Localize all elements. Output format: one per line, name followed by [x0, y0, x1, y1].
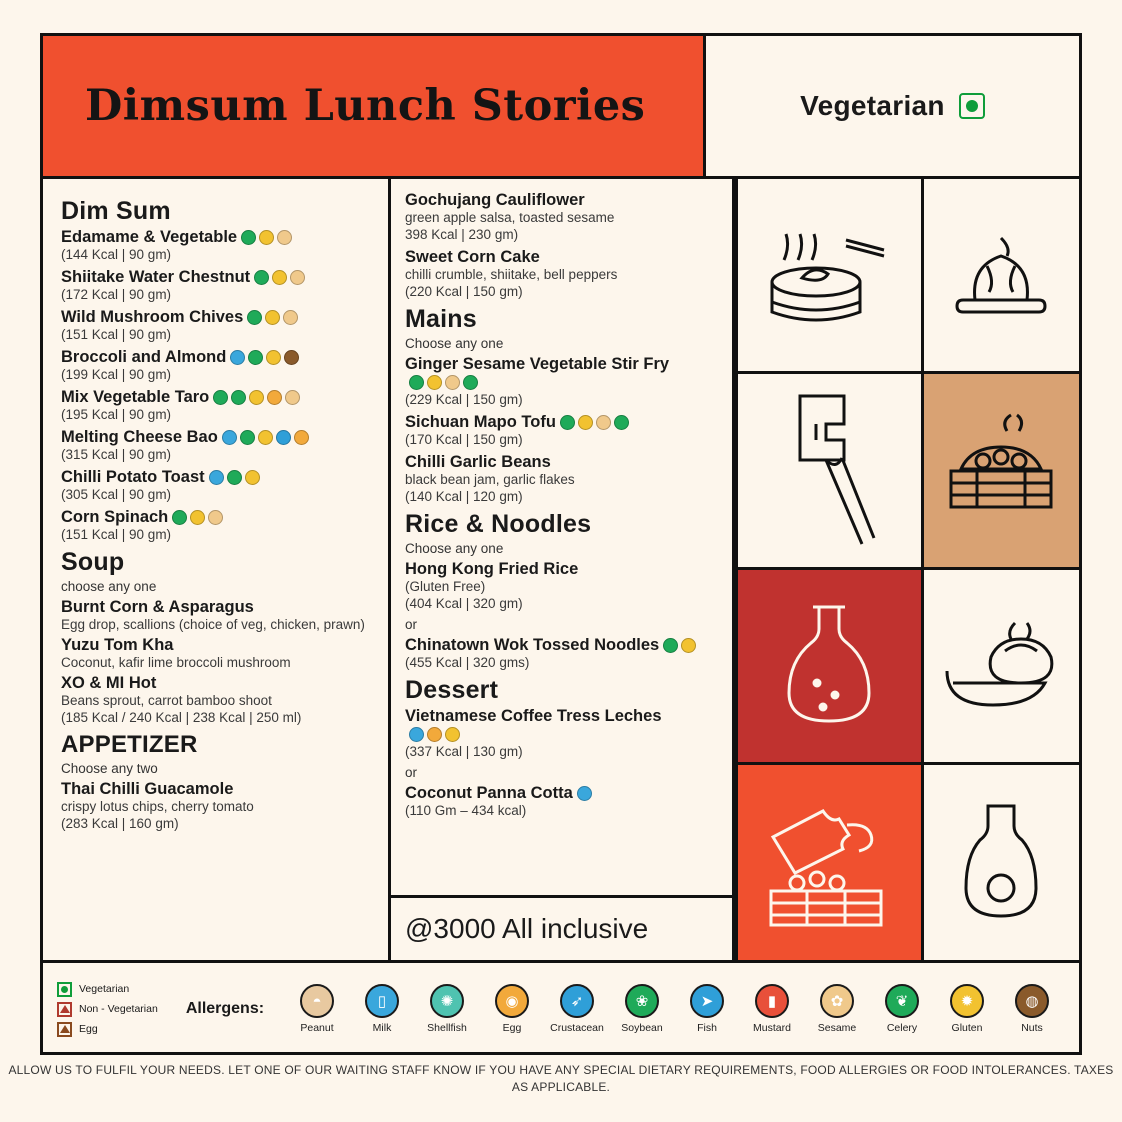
menu-item-name: Broccoli and Almond: [61, 348, 227, 366]
menu-item-kcal: (404 Kcal | 320 gm): [405, 595, 523, 611]
allergen-dots: [254, 270, 305, 285]
menu-item-name: Burnt Corn & Asparagus: [61, 598, 254, 616]
allergen-dots: [409, 727, 460, 742]
menu-item-description: crispy lotus chips, cherry tomato: [61, 798, 254, 814]
menu-item-name: Thai Chilli Guacamole: [61, 779, 234, 798]
menu-item-kcal: (220 Kcal | 150 gm): [405, 283, 523, 299]
allergen-dot-gluten: [245, 470, 260, 485]
allergen-legend-label: Egg: [502, 1022, 522, 1034]
allergen-legend-item: [745, 984, 799, 1034]
allergen-dot-sesame: [290, 270, 305, 285]
menu-item: [405, 191, 716, 242]
vegetarian-badge: [706, 36, 1079, 176]
or-separator: or: [405, 616, 418, 632]
allergen-legend-label: Sesame: [817, 1022, 857, 1034]
image-sauce-bottle: [735, 570, 921, 765]
allergen-dot-gluten: [249, 390, 264, 405]
section-title-dimsum: Dim Sum: [61, 197, 171, 225]
menu-item-name: Sichuan Mapo Tofu: [405, 412, 556, 431]
menu-item-name: Mix Vegetable Taro: [61, 388, 210, 406]
allergen-dots: [230, 350, 299, 365]
allergen-dot-gluten: [445, 727, 460, 742]
allergen-dot-egg: [294, 430, 309, 445]
menu-item-name: Sweet Corn Cake: [405, 247, 540, 266]
vegetarian-mark-icon: [959, 93, 985, 119]
allergen-legend-label: Gluten: [951, 1022, 983, 1034]
image-dumpling-spoon: [921, 570, 1079, 765]
diet-key-veg: [57, 982, 158, 997]
allergen-dot-milk: [222, 430, 237, 445]
diet-key-nonveg: [57, 1002, 158, 1017]
allergen-dot-milk: [409, 727, 424, 742]
sesame-icon: ✿: [820, 984, 854, 1018]
price-bar: [391, 895, 732, 960]
allergen-dot-soybean: [247, 310, 262, 325]
allergen-dot-egg: [267, 390, 282, 405]
section-title-appetizer: APPETIZER: [61, 730, 198, 758]
title-block: [43, 36, 706, 176]
allergen-dot-celery: [614, 415, 629, 430]
legend-bar: [43, 960, 1079, 1055]
allergen-dots: [560, 415, 629, 430]
allergen-dot-milk: [209, 470, 224, 485]
menu-item-kcal: (229 Kcal | 150 gm): [405, 391, 523, 407]
menu-card: [40, 33, 1082, 1055]
diet-key-label: Vegetarian: [79, 983, 130, 995]
allergen-legend-label: Nuts: [1021, 1022, 1043, 1034]
menu-item-kcal: (337 Kcal | 130 gm): [405, 743, 523, 759]
menu-body: [43, 179, 1079, 960]
menu-item-name: Yuzu Tom Kha: [61, 635, 174, 654]
allergen-dot-gluten: [427, 375, 442, 390]
nuts-icon: ◍: [1015, 984, 1049, 1018]
image-bao-basket: [921, 374, 1079, 569]
allergen-legend-item: [485, 984, 539, 1034]
menu-item: [405, 413, 716, 447]
allergen-dots: [241, 230, 292, 245]
menu-item-description: (Gluten Free): [405, 578, 486, 594]
image-sake-bottle: [921, 765, 1079, 960]
menu-item: [61, 780, 372, 831]
celery-icon: ❦: [885, 984, 919, 1018]
allergen-legend-item: [810, 984, 864, 1034]
menu-item-kcal: (151 Kcal | 90 gm): [61, 527, 172, 542]
diet-key-egg: [57, 1022, 158, 1037]
menu-item-kcal: (151 Kcal | 90 gm): [61, 327, 172, 342]
menu-item-description: Beans sprout, carrot bamboo shoot: [61, 692, 272, 708]
shellfish-icon: ✺: [430, 984, 464, 1018]
menu-item: [405, 636, 716, 670]
allergen-dot-gluten: [266, 350, 281, 365]
allergen-legend-item: [680, 984, 734, 1034]
menu-item-kcal: (315 Kcal | 90 gm): [61, 447, 172, 462]
menu-item-name: Gochujang Cauliflower: [405, 191, 585, 209]
section-title-dessert: Dessert: [405, 675, 499, 704]
allergen-legend-label: Peanut: [300, 1022, 334, 1034]
egg-icon: ◉: [495, 984, 529, 1018]
menu-item-name: Ginger Sesame Vegetable Stir Fry: [405, 354, 670, 373]
allergen-dot-gluten: [578, 415, 593, 430]
allergen-dot-milk: [577, 786, 592, 801]
menu-item-name: Edamame & Vegetable: [61, 228, 238, 246]
menu-item-kcal: (305 Kcal | 90 gm): [61, 487, 172, 502]
menu-item: [61, 308, 372, 342]
allergen-dot-gluten: [272, 270, 287, 285]
allergen-dot-soybean: [227, 470, 242, 485]
section-title-rice: Rice & Noodles: [405, 509, 592, 538]
menu-item: [61, 598, 372, 634]
allergen-dot-sesame: [277, 230, 292, 245]
allergen-dots: [209, 470, 260, 485]
menu-item: [61, 468, 372, 502]
allergen-dots: [663, 638, 696, 653]
allergen-dots: [409, 375, 478, 390]
allergen-dot-soybean: [254, 270, 269, 285]
allergen-dot-sesame: [596, 415, 611, 430]
allergens-label: Allergens:: [185, 1000, 265, 1017]
mustard-icon: ▮: [755, 984, 789, 1018]
allergen-dot-soybean: [663, 638, 678, 653]
allergen-dot-sesame: [285, 390, 300, 405]
allergen-dots: [172, 510, 223, 525]
allergen-legend-label: Shellfish: [427, 1022, 467, 1034]
section-subtitle-soup: choose any one: [61, 579, 157, 594]
footer-note-text: ALLOW US TO FULFIL YOUR NEEDS. LET ONE OF OUR WAITING STAFF KNOW IF YOU HAVE ANY SPECIAL DIETARY REQUIREMENTS, FOOD ALLERGIES OR FOOD INTOLERANCES. TAXES AS APPLICABLE.: [8, 1063, 1114, 1095]
menu-item: [405, 453, 716, 504]
allergen-legend-item: [615, 984, 669, 1034]
allergen-dot-soybean: [409, 375, 424, 390]
vegetarian-label: Vegetarian: [800, 90, 945, 121]
nonveg-mark-icon: [57, 1002, 72, 1017]
soybean-icon: ❀: [625, 984, 659, 1018]
menu-item-name: XO & MI Hot: [61, 673, 157, 692]
menu-item-kcal: (283 Kcal | 160 gm): [61, 815, 179, 831]
allergen-legend-label: Mustard: [753, 1022, 791, 1034]
menu-column-left: [43, 179, 391, 960]
allergen-dot-gluten: [259, 230, 274, 245]
allergen-dot-soybean: [213, 390, 228, 405]
menu-item: [61, 636, 372, 672]
crustacean-icon: ➶: [560, 984, 594, 1018]
allergen-dot-gluten: [681, 638, 696, 653]
image-panna-cotta: [921, 179, 1079, 374]
allergen-legend-item: [940, 984, 994, 1034]
allergen-legend-label: Milk: [372, 1022, 392, 1034]
allergen-legend-item: [550, 984, 604, 1034]
veg-mark-icon: [57, 982, 72, 997]
egg-mark-icon: [57, 1022, 72, 1037]
or-separator: or: [405, 764, 418, 780]
allergen-dot-egg: [427, 727, 442, 742]
diet-key-label: Non - Vegetarian: [79, 1003, 158, 1015]
allergen-dot-sesame: [208, 510, 223, 525]
allergen-legend-label: Fish: [697, 1022, 717, 1034]
menu-item-name: Chilli Potato Toast: [61, 468, 205, 486]
section-title-mains: Mains: [405, 304, 477, 333]
menu-item: [405, 707, 716, 759]
menu-item-description: chilli crumble, shiitake, bell peppers: [405, 266, 618, 282]
allergen-dots: [247, 310, 298, 325]
allergen-dot-soybean: [172, 510, 187, 525]
menu-item-name: Shiitake Water Chestnut: [61, 268, 251, 286]
allergen-dot-gluten: [265, 310, 280, 325]
allergen-legend-label: Crustacean: [550, 1022, 604, 1034]
menu-item-kcal: (144 Kcal | 90 gm): [61, 247, 172, 262]
allergen-legend-item: [1005, 984, 1059, 1034]
menu-header: [43, 36, 1079, 179]
footer-note: [0, 1062, 1122, 1097]
allergen-dot-nuts: [284, 350, 299, 365]
menu-item: [61, 508, 372, 542]
menu-item-name: Chilli Garlic Beans: [405, 452, 551, 471]
allergen-legend-label: Soybean: [621, 1022, 663, 1034]
milk-carton-icon: ▯: [365, 984, 399, 1018]
allergen-dot-milk: [230, 350, 245, 365]
section-subtitle-rice: Choose any one: [405, 540, 504, 556]
menu-item-name: Chinatown Wok Tossed Noodles: [405, 635, 660, 654]
menu-item-kcal: (172 Kcal | 90 gm): [61, 287, 172, 302]
menu-item-kcal: (199 Kcal | 90 gm): [61, 367, 172, 382]
menu-item: [405, 355, 716, 407]
allergen-legend-item: [420, 984, 474, 1034]
menu-item-description: black bean jam, garlic flakes: [405, 471, 575, 487]
menu-item-kcal: 398 Kcal | 230 gm): [405, 226, 519, 242]
allergen-dot-soybean: [248, 350, 263, 365]
menu-item: [61, 674, 372, 725]
menu-item-description: Coconut, kafir lime broccoli mushroom: [61, 654, 291, 670]
menu-item-description: green apple salsa, toasted sesame: [405, 210, 615, 225]
menu-item-kcal: (170 Kcal | 150 gm): [405, 431, 523, 447]
menu-column-middle: [391, 179, 735, 960]
allergen-dots: [213, 390, 300, 405]
menu-item-name: Corn Spinach: [61, 508, 169, 526]
menu-item: [405, 560, 716, 611]
menu-column-images: [735, 179, 1079, 960]
allergen-dot-celery: [463, 375, 478, 390]
allergen-legend-item: [875, 984, 929, 1034]
allergen-dot-sesame: [283, 310, 298, 325]
menu-item: [405, 248, 716, 299]
menu-item-name: Hong Kong Fried Rice: [405, 559, 579, 578]
peanut-icon: ◓: [300, 984, 334, 1018]
menu-item: [61, 228, 372, 262]
allergen-dot-soybean: [240, 430, 255, 445]
menu-item-kcal: (195 Kcal | 90 gm): [61, 407, 172, 422]
allergen-legend-item: [355, 984, 409, 1034]
allergen-dot-gluten: [258, 430, 273, 445]
allergen-dots: [577, 786, 592, 801]
price-text: @3000 All inclusive: [405, 913, 649, 944]
menu-item: [61, 388, 372, 422]
menu-item: [61, 268, 372, 302]
section-subtitle-appetizer: Choose any two: [61, 760, 158, 776]
fish-icon: ➤: [690, 984, 724, 1018]
allergen-legend-list: [282, 984, 1065, 1034]
allergen-legend-label: Celery: [886, 1022, 918, 1034]
image-chopsticks: [735, 374, 921, 569]
allergen-dot-gluten: [190, 510, 205, 525]
menu-item-name: Wild Mushroom Chives: [61, 308, 244, 326]
page-title: Dimsum Lunch Stories: [85, 81, 646, 131]
allergen-dot-soybean: [560, 415, 575, 430]
menu-item-kcal: (185 Kcal / 240 Kcal | 238 Kcal | 250 ml): [61, 709, 302, 725]
menu-item: [405, 784, 716, 818]
allergen-dots: [222, 430, 309, 445]
menu-item-description: Egg drop, scallions (choice of veg, chicken, prawn): [61, 617, 365, 632]
gluten-icon: ✹: [950, 984, 984, 1018]
menu-item-name: Vietnamese Coffee Tress Leches: [405, 706, 662, 725]
menu-item-name: Melting Cheese Bao: [61, 428, 218, 446]
image-dimsum-steamer: [735, 179, 921, 374]
allergen-dot-fish: [276, 430, 291, 445]
menu-item-kcal: (140 Kcal | 120 gm): [405, 488, 523, 504]
allergen-dot-sesame: [445, 375, 460, 390]
diet-key-list: [57, 982, 158, 1037]
section-subtitle-mains: Choose any one: [405, 335, 504, 351]
menu-item: [61, 428, 372, 462]
diet-key-label: Egg: [79, 1023, 98, 1035]
menu-item-kcal: (455 Kcal | 320 gms): [405, 654, 530, 670]
allergen-dot-soybean: [231, 390, 246, 405]
menu-item: [61, 348, 372, 382]
allergen-legend-item: [290, 984, 344, 1034]
menu-item-name: Coconut Panna Cotta: [405, 783, 573, 802]
section-title-soup: Soup: [61, 548, 125, 576]
image-spring-roll-basket: [735, 765, 921, 960]
allergen-dot-soybean: [241, 230, 256, 245]
menu-item-kcal: (110 Gm – 434 kcal): [405, 802, 527, 818]
